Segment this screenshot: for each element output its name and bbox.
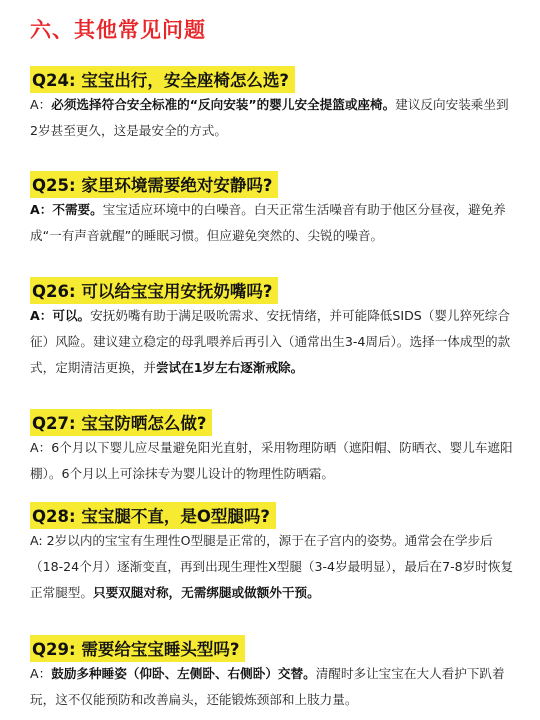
answer-q28	[30, 528, 516, 606]
answer-text-bold: 鼓励多种睡姿（仰卧、左侧卧、右侧卧）交替。	[51, 666, 316, 681]
question-q29: Q29: 需要给宝宝睡头型吗?	[30, 635, 245, 662]
answer-text-bold: A：	[30, 308, 53, 323]
answer-text: 2岁以内的宝宝有生理性O型腿是正常的，源于在子宫内的姿势。通常会在学步后（18-24个月）逐渐变直，再到出现生理性X型腿（3-4岁最明显），最后在7-8岁时恢复正常腿型。	[30, 533, 514, 600]
answer-q25	[30, 197, 516, 249]
answer-text: A：	[30, 440, 52, 455]
answer-text: 清醒时多让宝宝在大人看护下趴着玩，这不仅能预防和改善扁头，还能锻炼颈部和上肢力量。	[30, 666, 505, 707]
section-title: 六、其他常见问题	[30, 18, 206, 42]
question-q28: Q28: 宝宝腿不直，是O型腿吗?	[30, 502, 276, 529]
answer-text-bold: 可以。	[52, 308, 91, 323]
answer-q26	[30, 303, 516, 381]
answer-text-bold: A：	[30, 202, 53, 217]
answer-text: A：	[30, 666, 52, 681]
answer-q24	[30, 92, 516, 144]
answer-text-bold: 必须选择符合安全标准的“反向安装”的婴儿安全提篮或座椅。	[51, 97, 396, 112]
answer-text-bold: 尝试在1岁左右逐渐戒除。	[155, 360, 304, 375]
answer-text: 6个月以下婴儿应尽量避免阳光直射，采用物理防晒（遮阳帽、防晒衣、婴儿车遮阳棚）。6个月以上可涂抹专为婴儿设计的物理性防晒霜。	[30, 440, 513, 481]
answer-q27	[30, 435, 516, 487]
answer-text: A：	[30, 97, 52, 112]
question-q25: Q25: 家里环境需要绝对安静吗?	[30, 171, 278, 198]
answer-text: 宝宝适应环境中的白噪音。白天正常生活噪音有助于他区分昼夜，避免养成“一有声音就醒”的睡眠习惯。但应避免突然的、尖锐的噪音。	[30, 202, 506, 243]
answer-text: 建议反向安装乘坐到2岁甚至更久，这是最安全的方式。	[30, 97, 509, 138]
question-q27: Q27: 宝宝防晒怎么做?	[30, 409, 212, 436]
answer-text: 安抚奶嘴有助于满足吸吮需求、安抚情绪，并可能降低SIDS（婴儿猝死综合征）风险。建议建立稳定的母乳喂养后再引入（通常出生3-4周后）。选择一体成型的款式，定期清洁更换，并	[30, 308, 511, 375]
answer-text-bold: 只要双腿对称，无需绑腿或做额外干预。	[92, 585, 320, 600]
answer-text-bold: 不需要。	[52, 202, 103, 217]
question-q26: Q26: 可以给宝宝用安抚奶嘴吗?	[30, 277, 278, 304]
question-q24: Q24: 宝宝出行，安全座椅怎么选?	[30, 66, 295, 93]
answer-text: A:	[30, 533, 47, 548]
answer-q29	[30, 661, 516, 713]
